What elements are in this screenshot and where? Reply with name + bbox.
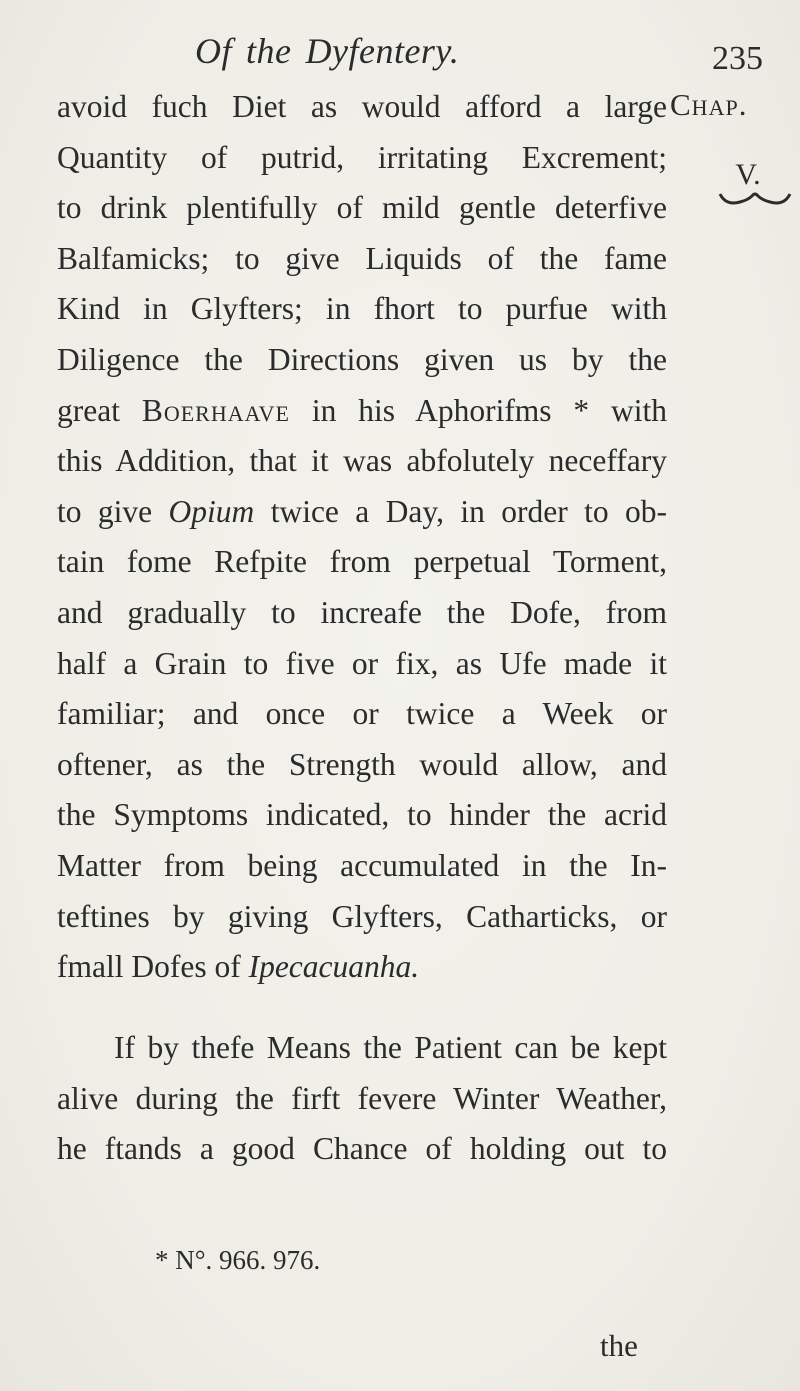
running-head-title: Dyfentery. — [305, 31, 460, 71]
running-head — [195, 30, 459, 72]
text-line-rest: twice a Day, in order to ob- — [270, 493, 668, 529]
author-name: Boerhaave — [141, 392, 290, 428]
text-line: Balfamicks; to give Liquids of the fame — [57, 240, 667, 276]
main-paragraph — [57, 82, 667, 993]
text-line: the Symptoms indicated, to hinder the acrid — [57, 797, 667, 833]
text-line: Quantity of putrid, irritating Excrement; — [57, 139, 667, 175]
text-line: Kind in Glyfters; in fhort to purfue with — [57, 291, 667, 327]
text-line: to drink plentifully of mild gentle deterfive — [57, 190, 667, 226]
text-line: oftener, as the Strength would allow, and — [57, 746, 667, 782]
footnote: * N°. 966. 976. — [155, 1245, 321, 1275]
drug-name-opium: Opium — [168, 493, 255, 529]
bracket-flourish-icon — [718, 190, 792, 208]
text-line-rest: in his Aphorifms * with — [311, 392, 668, 428]
text-line: he ftands a good Chance of holding out to — [57, 1131, 667, 1167]
text-line-opium — [57, 487, 667, 538]
drug-name-ipecacuanha: Ipecacuanha. — [248, 949, 420, 985]
running-head-of: Of — [195, 31, 232, 71]
running-head-the: the — [246, 31, 292, 71]
text-line: half a Grain to five or fix, as Ufe made it — [57, 645, 667, 681]
text-line: If by thefe Means the Patient can be kept — [114, 1030, 667, 1065]
text-line-start: to give — [57, 493, 153, 529]
text-line: teftines by giving Glyfters, Catharticks, or — [57, 898, 667, 934]
text-line: alive during the firft fevere Winter Weather, — [57, 1080, 667, 1116]
text-line-boerhaave — [57, 386, 667, 437]
text-line-ipecacuanha — [57, 942, 667, 993]
second-paragraph — [57, 1023, 667, 1175]
text-line: avoid fuch Diet as would afford a large — [57, 89, 667, 124]
text-line: Diligence the Directions given us by the — [57, 341, 667, 377]
text-line-start: great — [57, 392, 120, 428]
text-line: tain fome Refpite from perpetual Torment, — [57, 544, 667, 580]
text-line: this Addition, that it was abfolutely neceffary — [57, 443, 667, 479]
text-line-start: fmall Dofes of — [57, 949, 241, 985]
margin-chapter-text: Chap. — [670, 87, 748, 122]
margin-chapter-number: V. — [735, 158, 761, 191]
text-line: Matter from being accumulated in the In- — [57, 847, 667, 883]
margin-chapter-label — [670, 87, 747, 123]
text-line: and gradually to increafe the Dofe, from — [57, 594, 667, 630]
text-line: familiar; and once or twice a Week or — [57, 696, 667, 732]
catchword: the — [600, 1328, 638, 1363]
page-number: 235 — [712, 40, 763, 77]
